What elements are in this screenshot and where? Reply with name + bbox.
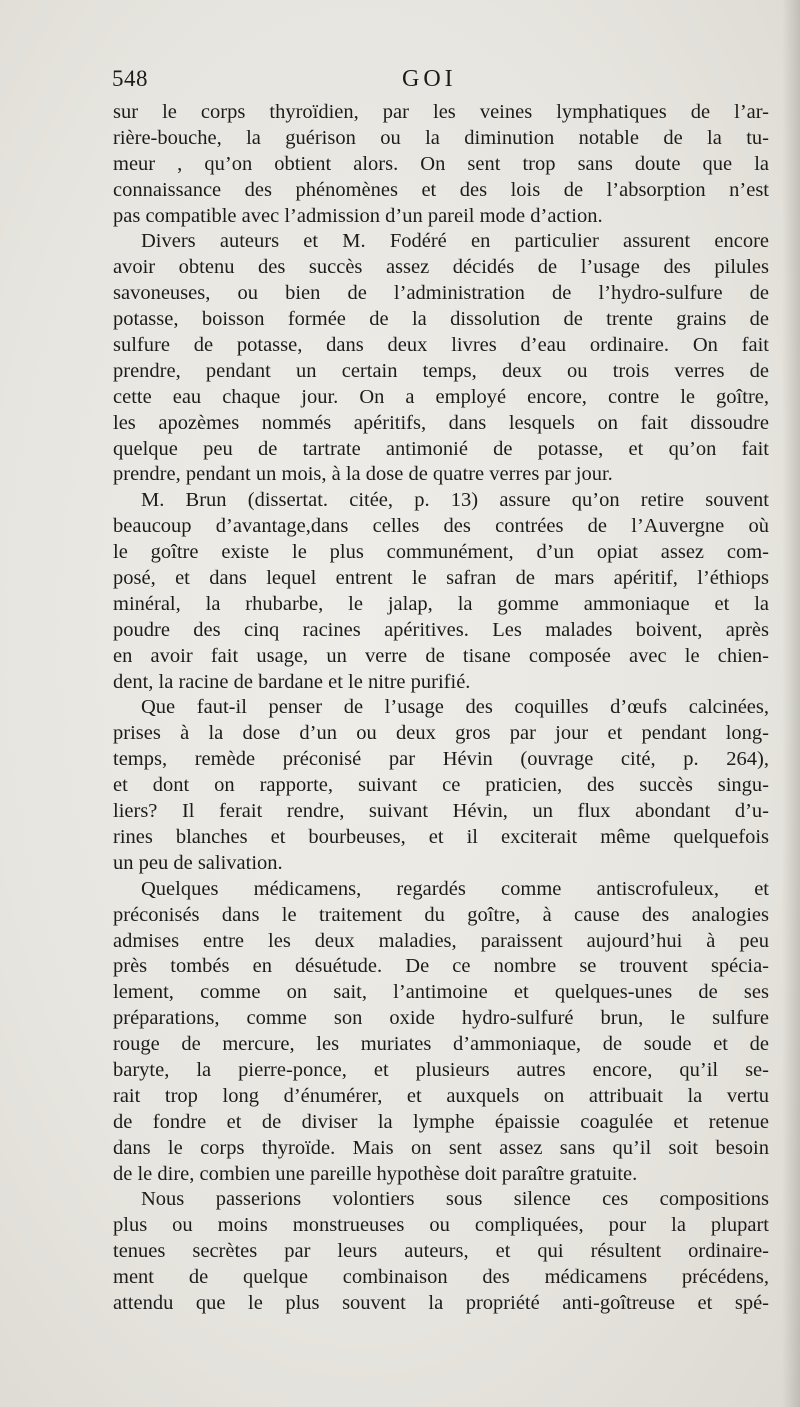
text-line: de le dire, combien une pareille hypothèse doit paraître gratuite. [113,1162,638,1185]
text-line: beaucoup d’avantage,dans celles des contrées de l’Auvergne où [113,515,769,538]
text-line: pas compatible avec l’admission d’un pareil mode d’action. [113,204,603,227]
text-line: rait trop long d’énumérer, et auxquels on attribuait la vertu [113,1084,769,1107]
text-line: prendre, pendant un mois, à la dose de quatre verres par jour. [113,463,613,486]
text-line: rière-bouche, la guérison ou la diminution notable de la tu- [113,126,769,149]
page-header [112,66,768,98]
text-line: Nous passerions volontiers sous silence ces compositions [141,1188,769,1211]
text-line: lement, comme on sait, l’antimoine et quelques-unes de ses [113,981,769,1004]
text-line: admises entre les deux maladies, paraissent aujourd’hui à peu [113,929,769,952]
text-line: près tombés en désuétude. De ce nombre se trouvent spécia- [113,955,769,978]
text-line: préparations, comme son oxide hydro-sulfuré brun, le sulfure [113,1007,769,1030]
text-line: Divers auteurs et M. Fodéré en particulier assurent encore [141,230,769,253]
text-line: de fondre et de diviser la lymphe épaissie coagulée et retenue [113,1110,769,1133]
text-line: prises à la dose d’un ou deux gros par jour et pendant long- [113,722,769,745]
text-line: rouge de mercure, les muriates d’ammoniaque, de soude et de [113,1033,769,1056]
text-line: plus ou moins monstrueuses ou compliquées, pour la plupart [113,1214,769,1237]
text-line: savoneuses, ou bien de l’administration de l’hydro-sulfure de [113,282,769,305]
text-line: sulfure de potasse, dans deux livres d’eau ordinaire. On fait [113,334,769,357]
text-line: potasse, boisson formée de la dissolution de trente grains de [113,308,769,331]
text-line: meur , qu’on obtient alors. On sent trop sans doute que la [113,152,769,175]
text-line: dent, la racine de bardane et le nitre purifié. [113,670,471,693]
text-line: posé, et dans lequel entrent le safran de mars apéritif, l’éthiops [113,567,769,590]
text-line: avoir obtenu des succès assez décidés de l’usage des pilules [113,256,769,279]
text-line: tenues secrètes par leurs auteurs, et qui résultent ordinaire- [113,1240,769,1263]
text-line: un peu de salivation. [113,851,283,874]
page-edge-shadow [782,0,800,1407]
text-line: et dont on rapporte, suivant ce praticien, des succès singu- [113,774,769,797]
text-line: temps, remède préconisé par Hévin (ouvrage cité, p. 264), [113,748,769,771]
text-line: en avoir fait usage, un verre de tisane composée avec le chien- [113,644,769,667]
text-line: préconisés dans le traitement du goître, à cause des analogies [113,903,769,926]
text-line: cette eau chaque jour. On a employé encore, contre le goître, [113,385,769,408]
text-line: les apozèmes nommés apéritifs, dans lesquels on fait dissoudre [113,411,769,434]
text-line: poudre des cinq racines apéritives. Les malades boivent, après [113,618,769,641]
text-line: M. Brun (dissertat. citée, p. 13) assure qu’on retire souvent [141,489,769,512]
text-line: ment de quelque combinaison des médicamens précédens, [113,1266,769,1289]
text-line: Quelques médicamens, regardés comme antiscrofuleux, et [141,877,769,900]
running-head: GOI [402,66,457,92]
text-line: prendre, pendant un certain temps, deux ou trois verres de [113,359,769,382]
text-line: sur le corps thyroïdien, par les veines lymphatiques de l’ar- [113,101,769,123]
text-line: baryte, la pierre-ponce, et plusieurs autres encore, qu’il se- [113,1058,769,1081]
text-line: Que faut-il penser de l’usage des coquilles d’œufs calcinées, [141,696,769,719]
text-line: rines blanches et bourbeuses, et il exciterait même quelquefois [113,825,769,848]
page-number: 548 [112,66,148,91]
text-line: le goître existe le plus communément, d’un opiat assez com- [113,541,769,564]
text-line: attendu que le plus souvent la propriété anti-goîtreuse et spé- [113,1291,769,1314]
body-text [113,100,769,1317]
text-line: minéral, la rhubarbe, le jalap, la gomme ammoniaque et la [113,592,769,615]
text-line: connaissance des phénomènes et des lois de l’absorption n’est [113,178,769,201]
text-line: liers? Il ferait rendre, suivant Hévin, un flux abondant d’u- [113,800,769,823]
text-line: dans le corps thyroïde. Mais on sent assez sans qu’il soit besoin [113,1136,769,1159]
text-line: quelque peu de tartrate antimonié de potasse, et qu’on fait [113,437,769,460]
